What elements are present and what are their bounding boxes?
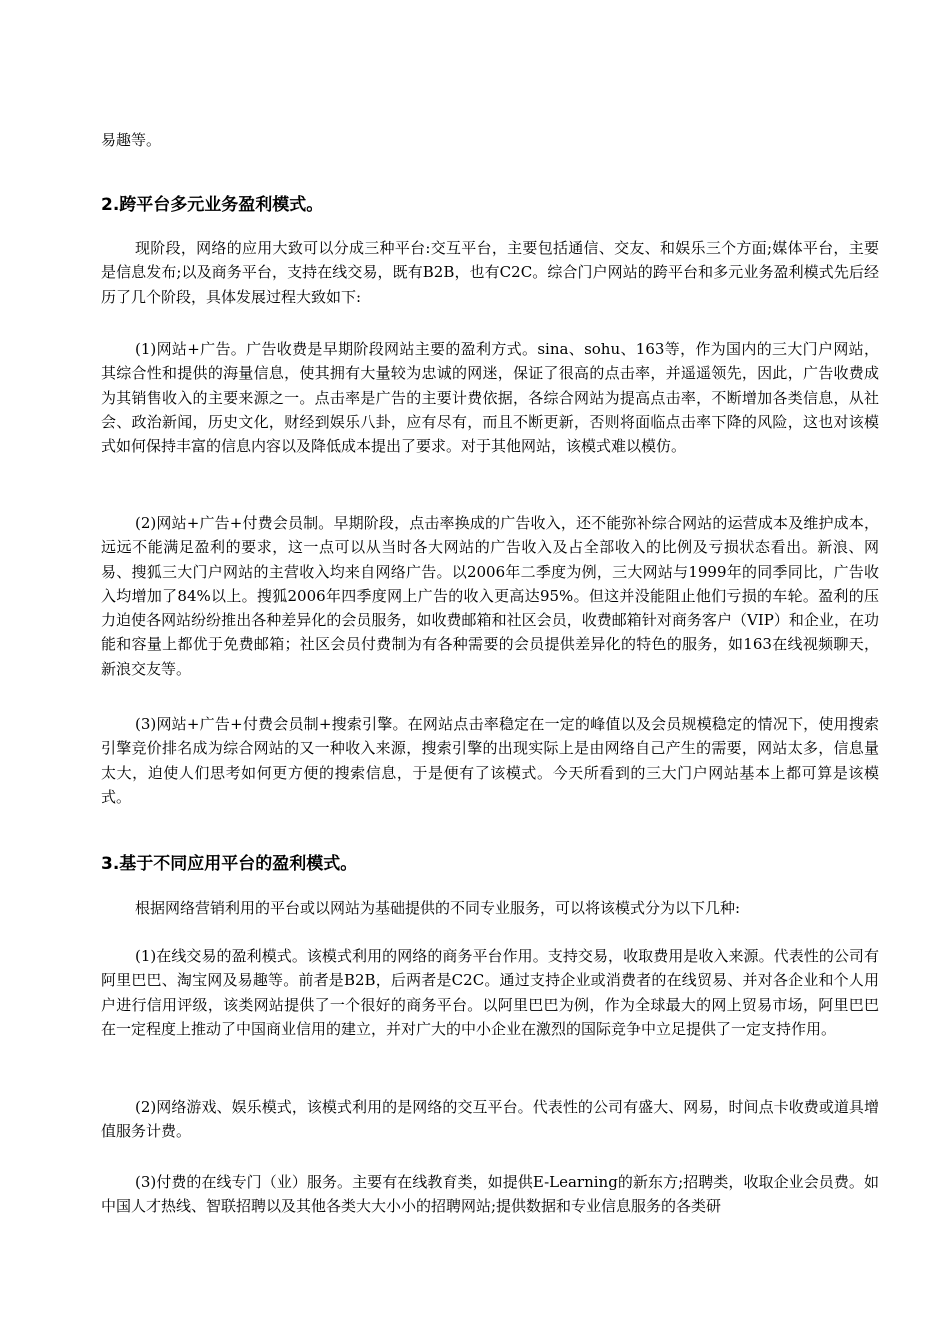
section3-heading: 3.基于不同应用平台的盈利模式。 bbox=[101, 854, 358, 874]
section3-paragraph-3: (3)付费的在线专门（业）服务。主要有在线教育类，如提供E-Learning的新东方;招聘类，收取企业会员费。如中国人才热线、智联招聘以及其他各类大大小小的招聘网站;提供数据和专业信息服务的各类研 bbox=[101, 1173, 879, 1216]
section2-intro: 现阶段，网络的应用大致可以分成三种平台:交互平台，主要包括通信、交友、和娱乐三个方面;媒体平台，主要是信息发布;以及商务平台，支持在线交易，既有B2B，也有C2C。综合门户网站的跨平台和多元业务盈利模式先后经历了几个阶段，具体发展过程大致如下: bbox=[101, 239, 879, 306]
section2-paragraph-2: (2)网站+广告+付费会员制。早期阶段，点击率换成的广告收入，还不能弥补综合网站的运营成本及维护成本，远远不能满足盈利的要求，这一点可以从当时各大网站的广告收入及占全部收入的比例及亏损状态看出。新浪、网易、搜狐三大门户网站的主营收入均来自网络广告。以2006年二季度为例，三大网站与1999年的同季同比，广告收入均增加了84%以上。搜狐2006年四季度网上广告的收入更高达95%。但这并没能阻止他们亏损的车轮。盈利的压力迫使各网站纷纷推出各种差异化的会员服务，如收费邮箱和社区会员，收费邮箱针对商务客户（VIP）和企业，在功能和容量上都优于免费邮箱；社区会员付费制为有各种需要的会员提供差异化的特色的服务，如163在线视频聊天，新浪交友等。 bbox=[101, 514, 879, 678]
continuation-text: 易趣等。 bbox=[101, 131, 162, 149]
section3-paragraph-2: (2)网络游戏、娱乐模式，该模式利用的是网络的交互平台。代表性的公司有盛大、网易，时间点卡收费或道具增值服务计费。 bbox=[101, 1098, 879, 1141]
section3-intro: 根据网络营销利用的平台或以网站为基础提供的不同专业服务，可以将该模式分为以下几种: bbox=[135, 899, 741, 917]
section2-heading: 2.跨平台多元业务盈利模式。 bbox=[101, 195, 324, 215]
section3-paragraph-1: (1)在线交易的盈利模式。该模式利用的网络的商务平台作用。支持交易，收取费用是收入来源。代表性的公司有阿里巴巴、淘宝网及易趣等。前者是B2B，后两者是C2C。通过支持企业或消费者的在线贸易、并对各企业和个人用户进行信用评级，该类网站提供了一个很好的商务平台。以阿里巴巴为例，作为全球最大的网上贸易市场，阿里巴巴在一定程度上推动了中国商业信用的建立，并对广大的中小企业在激烈的国际竞争中立足提供了一定支持作用。 bbox=[101, 947, 879, 1038]
section2-paragraph-3: (3)网站+广告+付费会员制+搜索引擎。在网站点击率稳定在一定的峰值以及会员规模稳定的情况下，使用搜索引擎竞价排名成为综合网站的又一种收入来源，搜索引擎的出现实际上是由网络自己产生的需要，网站太多，信息量太大，迫使人们思考如何更方便的搜索信息，于是便有了该模式。今天所看到的三大门户网站基本上都可算是该模式。 bbox=[101, 715, 879, 806]
section2-paragraph-1: (1)网站+广告。广告收费是早期阶段网站主要的盈利方式。sina、sohu、163等，作为国内的三大门户网站，其综合性和提供的海量信息，使其拥有大量较为忠诚的网迷，保证了很高的点击率，并遥遥领先，因此，广告收费成为其销售收入的主要来源之一。点击率是广告的主要计费依据，各综合网站为提高点击率，不断增加各类信息，从社会、政治新闻，历史文化，财经到娱乐八卦，应有尽有，而且不断更新，否则将面临点击率下降的风险，这也对该模式如何保持丰富的信息内容以及降低成本提出了要求。对于其他网站，该模式难以模仿。 bbox=[101, 340, 879, 456]
